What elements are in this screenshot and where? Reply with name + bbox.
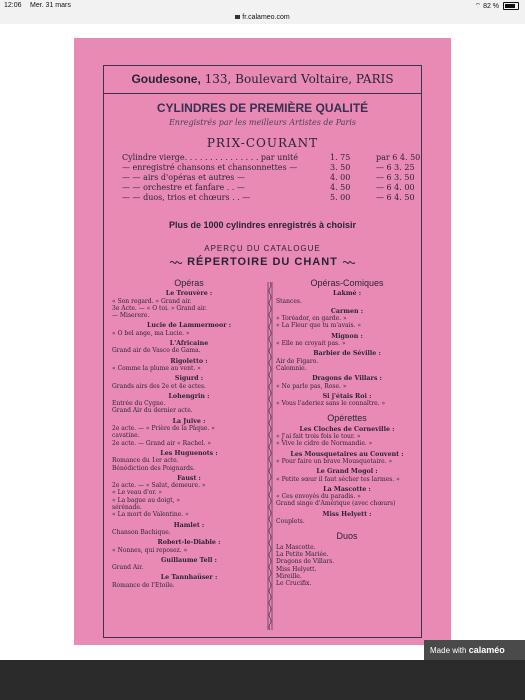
lock-icon <box>235 15 240 19</box>
section-heading: Opérettes <box>327 413 367 424</box>
work-title: Hamlet : <box>173 521 205 529</box>
page-subtitle: Enregistrés par les meilleurs Artistes de Paris <box>168 118 357 127</box>
work-title: Guillaume Tell : <box>161 556 217 564</box>
repertoire-heading <box>104 256 421 268</box>
work-line: « La mort de Valentine. » <box>112 511 189 519</box>
price-list <box>122 153 421 203</box>
page-title: CYLINDRES DE PREMIÈRE QUALITÉ <box>156 101 369 115</box>
price-set: — 6 3. 50 <box>376 173 415 182</box>
catalog-page <box>74 38 451 645</box>
work-title: L'Africaine <box>169 340 209 348</box>
work-title: Carmen : <box>330 307 364 315</box>
work-line: sérénade. <box>112 504 142 512</box>
price-row <box>122 183 416 193</box>
work-line: Stances. <box>276 297 302 305</box>
work-line: « Ne parle pas, Rose. » <box>276 382 347 390</box>
work-title: Lakmé : <box>332 290 362 298</box>
price-unit: 4. 50 <box>330 183 351 192</box>
work-line: 2e acte. — « Salut, demeure. » <box>112 482 206 490</box>
bottom-bar <box>0 660 525 700</box>
repertoire-title: RÉPERTOIRE DU CHANT <box>187 256 338 268</box>
price-label: — enregistré chansons et chansonnettes — <box>122 163 298 172</box>
duo-item: Dragons de Villars. <box>276 558 335 566</box>
work-line: Grands airs des 2e et 4e actes. <box>112 382 206 390</box>
work-line: Romance du 1er acte. <box>112 457 179 465</box>
operas-column <box>110 276 268 589</box>
opera-comiques-column <box>274 276 420 587</box>
document-viewer[interactable] <box>0 24 525 660</box>
work-line: « Vous l'aderiez sans le connaître. » <box>276 400 386 408</box>
work-line: Grand air de Vasco de Gama. <box>112 347 201 355</box>
work-line: « J'ai fait trois fois le tour. » <box>276 433 361 441</box>
work-title: Sigurd : <box>174 375 204 383</box>
work-title: Dragons de Villars : <box>312 375 382 383</box>
merchant-address: 133, Boulevard Voltaire, PARIS <box>204 72 394 86</box>
ornament-icon <box>169 259 183 266</box>
price-row <box>122 173 416 183</box>
price-unit: 1. 75 <box>330 153 351 162</box>
price-row <box>122 193 416 203</box>
url-bar[interactable] <box>0 14 525 24</box>
status-bar <box>0 0 525 14</box>
battery-icon <box>503 2 519 10</box>
work-title: Lucie de Lammermoor : <box>146 322 232 330</box>
battery-percent: 82 % <box>483 3 500 10</box>
work-line: « Le veau d'or. » <box>112 489 163 497</box>
merchant-name: Goudesone, <box>131 72 201 86</box>
price-label: Cylindre vierge. . . . . . . . . . . . . . . par unité <box>122 153 298 162</box>
work-line: « La bague au doigt, » <box>112 496 181 504</box>
work-line: Romance de l'Etoile. <box>112 581 175 589</box>
work-title: Si j'étais Roi : <box>322 392 372 400</box>
duo-item: La Mascotte. <box>276 543 316 551</box>
price-set: — 6 3. 25 <box>376 163 415 172</box>
work-line: cavatine. <box>112 432 140 440</box>
work-line: 2e acte. — Grand air « Rachel. » <box>112 439 212 447</box>
section-heading: Opéras-Comiques <box>310 278 384 288</box>
duo-item: Mireille. <box>276 572 302 580</box>
status-right <box>475 2 519 11</box>
work-title: Miss Helyett : <box>322 510 372 518</box>
work-title: Robert-le-Diable : <box>157 539 221 547</box>
status-date: Mer. 31 mars <box>30 2 71 9</box>
work-title: Faust : <box>177 474 201 482</box>
price-label: — — duos, trios et chœurs . . — <box>122 193 251 202</box>
work-line: « Nonnes, qui reposez. » <box>112 546 188 554</box>
work-line: Bénédiction des Poignards. <box>112 464 195 472</box>
work-title: Le Tannhaüser : <box>160 574 218 582</box>
work-title: Barbier de Séville : <box>313 350 381 358</box>
work-line: Calomnie. <box>276 364 307 372</box>
price-set: — 6 4. 00 <box>376 183 415 192</box>
work-line: — Miserere. <box>112 312 150 320</box>
work-line: « Vive le cidre de Normandie. » <box>276 440 373 448</box>
column-divider <box>267 282 273 630</box>
duo-item: La Petite Mariée. <box>276 550 329 558</box>
work-title: Les Mousquetaires au Couvent : <box>290 450 404 458</box>
work-title: Lohengrin : <box>168 392 210 400</box>
work-title: Les Huguenots : <box>160 449 218 457</box>
price-label: — — orchestre et fanfare . . — <box>122 183 245 192</box>
work-line: Grand Air du dernier acte. <box>112 407 193 415</box>
duo-item: Le Crucifix. <box>276 580 312 588</box>
work-line: Chanson Bachique. <box>112 528 171 536</box>
work-title: Les Cloches de Corneville : <box>299 425 395 433</box>
page-header <box>104 66 421 94</box>
work-title: Rigoletto : <box>170 357 208 365</box>
work-line: « Pour faire un brave Mousquetaire. » <box>276 457 393 465</box>
price-list-heading: PRIX-COURANT <box>206 136 319 150</box>
calameo-logo: calaméo <box>468 645 505 655</box>
work-line: « La Fleur que tu m'avais. » <box>276 322 362 330</box>
price-set: par 6 4. 50 <box>376 153 421 162</box>
wifi-icon: ⌔ <box>474 3 482 10</box>
price-set: — 6 4. 50 <box>376 193 415 202</box>
work-line: « Ces envoyés du paradis. » <box>276 493 361 501</box>
work-line: Grand singe d'Amérique (avec chœurs) <box>276 500 396 508</box>
work-title: La Juive : <box>172 417 206 425</box>
work-line: « Comme la plume au vent. » <box>112 364 201 372</box>
work-title: Mignon : <box>331 332 363 340</box>
made-with-label: Made with <box>430 646 467 655</box>
work-title: Le Trouvère : <box>165 290 213 298</box>
work-line: Entrée du Cygne. <box>112 400 166 408</box>
section-heading: Duos <box>336 531 358 542</box>
duo-item: Miss Helyett. <box>276 565 317 573</box>
price-row <box>122 163 416 173</box>
price-unit: 3. 50 <box>330 163 351 172</box>
work-line: « Petite sœur il faut sécher tes larmes. » <box>276 475 400 483</box>
status-time: 12:06 <box>4 2 22 9</box>
work-title: La Mascotte : <box>323 485 371 493</box>
work-line: « Toréador, en garde. » <box>276 315 347 323</box>
catalog-count: Plus de 1000 cylindres enregistrés à choisir <box>168 220 357 230</box>
work-line: Couplets. <box>276 518 305 526</box>
section-heading: Opéras <box>174 278 204 288</box>
work-line: Grand Air. <box>112 564 144 572</box>
price-unit: 4. 00 <box>330 173 351 182</box>
work-line: 3e Acte. — « O toi. » Grand air. <box>112 304 207 312</box>
work-line: Air de Figaro. <box>276 357 319 365</box>
price-unit: 5. 00 <box>330 193 351 202</box>
price-label: — — airs d'opéras et autres — <box>122 173 245 182</box>
price-row <box>122 153 421 163</box>
made-with-calameo-badge[interactable] <box>424 640 525 660</box>
work-line: 2e acte. — « Prière de la Pâque. » <box>112 425 215 433</box>
work-title: Le Grand Mogol : <box>316 468 378 476</box>
url-text: fr.calameo.com <box>242 14 290 21</box>
work-line: « O bel ange, ma Lucie. » <box>112 329 190 337</box>
page-border <box>103 65 422 638</box>
catalog-overview-heading: APERÇU DU CATALOGUE <box>204 244 321 253</box>
work-line: « Son regard. » Grand air. <box>112 297 192 305</box>
ornament-icon <box>342 259 356 266</box>
work-line: « Elle ne croyait pas. » <box>276 340 346 348</box>
